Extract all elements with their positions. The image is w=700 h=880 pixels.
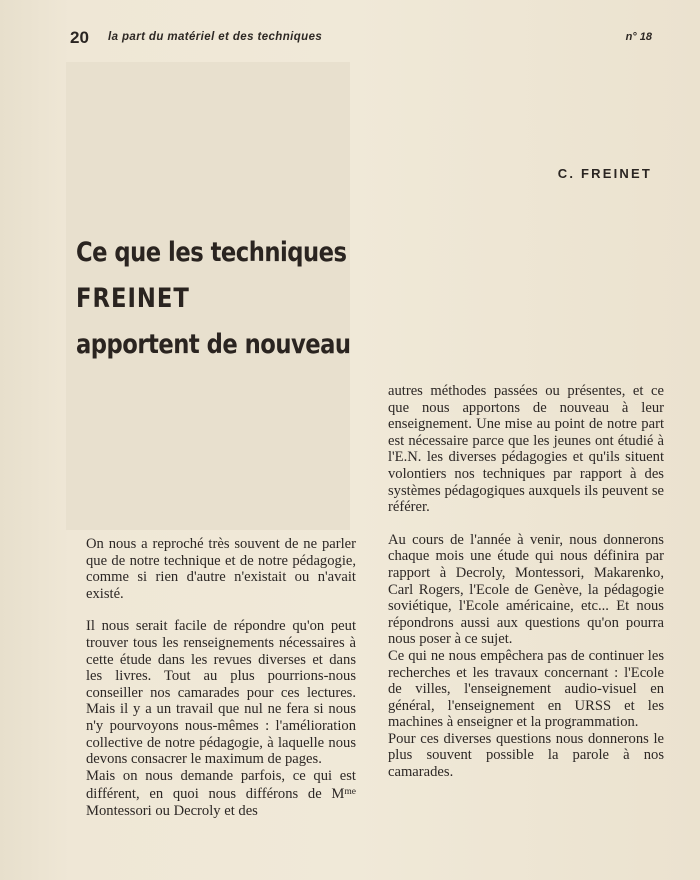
running-header (70, 28, 652, 50)
paragraph: autres méthodes passées ou présentes, et ce que nous apportons de nouveau à leur enseignement. Une mise au point de notre part est nécessaire parce que les jeunes ont étudié à l'E.N. les diverses pédagogies et qu'ils situent volontiers nos techniques par rapport à des systèmes pédagogiques auxquels ils peuvent se référer. (388, 383, 664, 516)
article-title-line-1: Ce que les techniques (76, 237, 347, 268)
page-number: 20 (70, 28, 89, 47)
text-column-right (388, 383, 664, 781)
paragraph: Au cours de l'année à venir, nous donnerons chaque mois une étude qui nous définira par rapport à Decroly, Montessori, Makarenko, Carl Rogers, l'Ecole de Genève, la pédagogie soviétique, l'Ecole américaine, etc... Et nous répondrons aussi aux questions qu'on pourra nous poser à ce sujet. (388, 531, 664, 648)
paragraph: Il nous serait facile de répondre qu'on peut trouver tous les renseignements nécessaires à cette étude dans les revues diverses et dans les livres. Tout au plus pourrions-nous conseiller nos camarades pour ces lectures. Mais il y a un travail que nul ne fera si nous n'y pourvoyons nous-mêmes : l'amélioration collective de notre pédagogie, à laquelle nous devons consacrer le maximum de pages. (86, 618, 356, 768)
paragraph: On nous a reproché très souvent de ne parler que de notre technique et de notre pédagogie, comme si rien d'autre n'existait ou n'avait existé. (86, 536, 356, 602)
paragraph: Ce qui ne nous empêchera pas de continuer les recherches et les travaux concernant : l'Ecole de villes, l'enseignement audio-visuel en général, l'enseignement en URSS et les machines à enseigner et la programmation. (388, 647, 664, 731)
superscript: me (344, 787, 356, 798)
paragraph: Pour ces diverses questions nous donnerons le plus souvent possible la parole à nos camarades. (388, 730, 664, 781)
paragraph (86, 768, 356, 820)
article-title-line-2: FREINET (76, 283, 190, 314)
issue-number: n° 18 (625, 31, 652, 43)
article-title-line-3: apportent de nouveau (76, 329, 351, 360)
article-title (76, 230, 351, 368)
text-column-left (86, 536, 356, 820)
paragraph-text: Mais on nous demande parfois, ce qui est différent, en quoi nous différons de M (86, 767, 356, 803)
author-name: C. FREINET (557, 166, 652, 181)
paragraph-text: Montessori ou Decroly et des (86, 802, 258, 819)
section-title: la part du matériel et des techniques (108, 31, 323, 43)
